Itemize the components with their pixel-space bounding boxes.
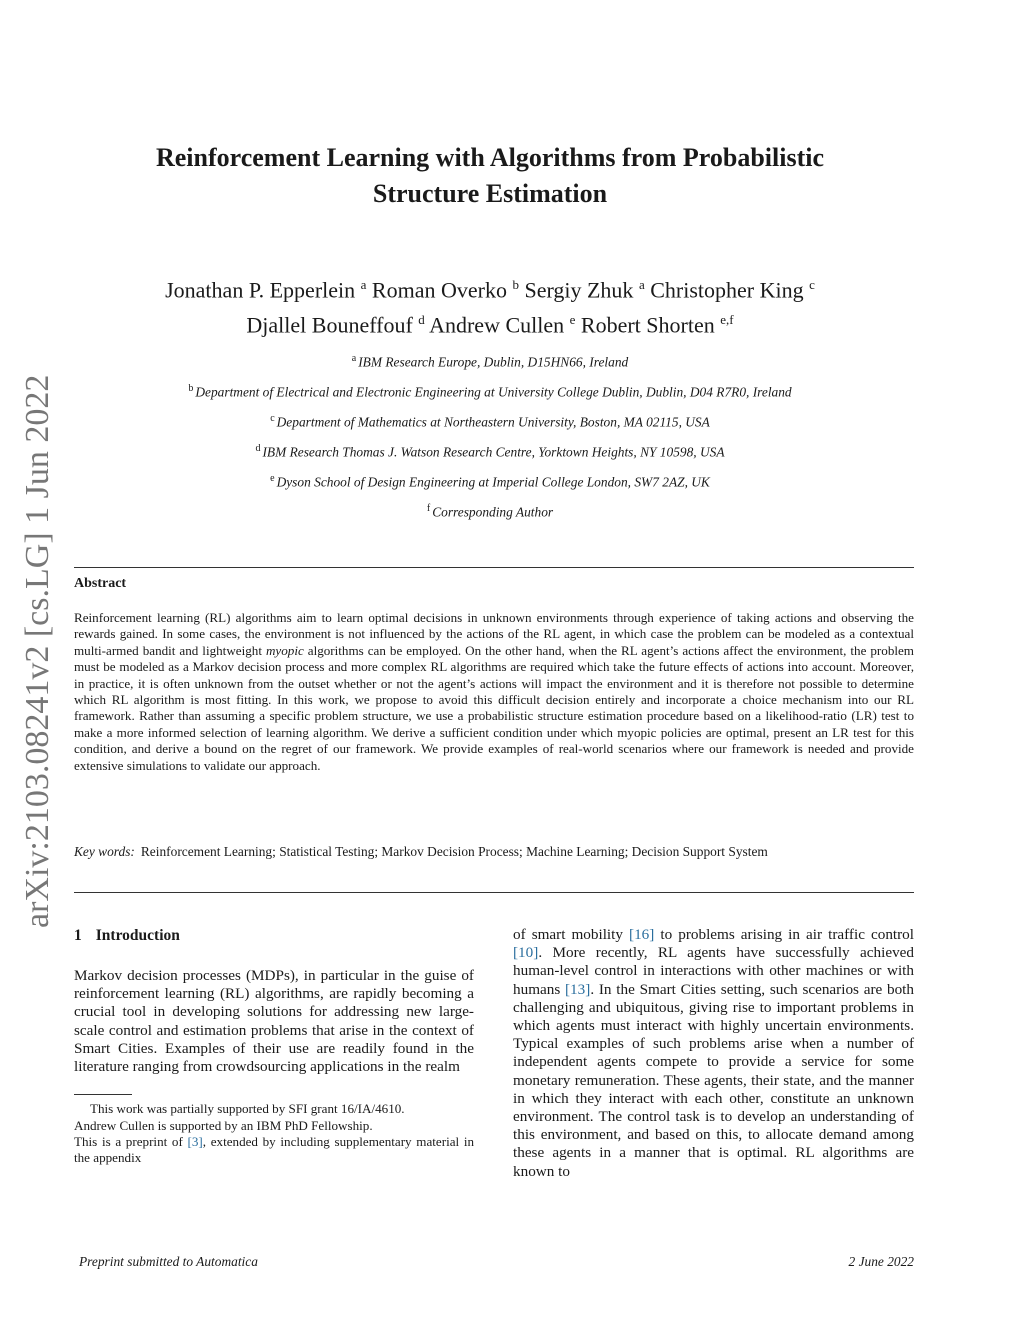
author-affil-mark: b — [512, 277, 519, 292]
author-affil-mark: a — [360, 277, 367, 292]
footnote-preprint-text-2: , extended by including supplementary material in the appendix — [74, 1134, 474, 1166]
arxiv-identifier-text: arXiv:2103.08241v2 [cs.LG] 1 Jun 2022 — [19, 374, 56, 928]
citation-link[interactable]: [13] — [565, 980, 591, 998]
intro-text: . More recently, RL agents have successfully achieved human-level control in interactions with other machines or with humans — [513, 944, 914, 998]
footer-submission-note: Preprint submitted to Automatica — [79, 1254, 258, 1269]
intro-text: to problems arising in air traffic control — [654, 926, 914, 943]
abstract-bottom-rule — [74, 892, 914, 893]
affiliation-mark: b — [188, 383, 194, 394]
paper-title — [60, 140, 920, 212]
keywords — [74, 843, 914, 860]
affiliation-mark: a — [351, 353, 357, 364]
author-name: Christopher King — [650, 277, 804, 303]
abstract-italic-term: myopic — [265, 642, 304, 658]
citation-link[interactable]: [16] — [629, 926, 655, 943]
author-affil-mark: e — [569, 312, 576, 328]
author-name: Jonathan P. Epperlein — [165, 277, 356, 303]
affiliation-item — [60, 498, 920, 528]
footnotes — [74, 1101, 474, 1167]
footnote-preprint — [74, 1134, 474, 1167]
citation-link[interactable]: [10] — [513, 944, 539, 962]
intro-text: of smart mobility — [513, 926, 630, 943]
footnote-fellowship: Andrew Cullen is supported by an IBM PhD Fellowship. — [74, 1117, 373, 1133]
author-name: Robert Shorten — [580, 312, 715, 338]
abstract-text-part-1: Reinforcement learning (RL) algorithms aim to learn optimal decisions in unknown environments through experience of taking actions and observing the rewards gained. In some cases, the environment is not influenced by the actions of the RL agent, in which case the problem can be modeled as a contextual multi-armed bandit and lightweight — [74, 610, 914, 658]
affiliation-item — [60, 408, 920, 438]
abstract-body — [74, 610, 914, 774]
abstract-heading: Abstract — [74, 576, 127, 591]
affiliation-item — [60, 438, 920, 468]
right-column — [513, 926, 914, 1181]
author-list — [60, 270, 920, 341]
keywords-label: Key words: — [74, 844, 135, 859]
section-title: Introduction — [95, 927, 180, 944]
author-line-2 — [60, 305, 920, 340]
author-name: Sergiy Zhuk — [524, 277, 634, 303]
keywords-text: Reinforcement Learning; Statistical Testing; Markov Decision Process; Machine Learning; Decision Support System — [140, 844, 768, 859]
intro-text: . In the Smart Cities setting, such scenarios are both challenging and ubiquitous, giving rise to important problems in which agents must interact with highly uncertain environments. Typical examples of such problems arise when a number of independent agents compete to provide a service for some monetary remuneration. These agents, their state, and the manner in which they interact with each other, constitute an unknown environment. The control task is to develop an understanding of this environment, and based on this, to allocate demand among these agents in a manner that is optimal. RL algorithms are known to — [513, 980, 914, 1180]
intro-paragraph-right — [513, 926, 914, 1181]
author-name: Djallel Bouneffouf — [246, 312, 413, 338]
author-affil-mark: d — [418, 312, 425, 328]
intro-paragraph-left: Markov decision processes (MDPs), in particular in the guise of reinforcement learning (RL) algorithms, are rapidly becoming a crucial tool in developing solutions for addressing new large-scale control and estimation problems that arise in the context of Smart Cities. Examples of their use are readily found in the literature ranging from crowdsourcing applications in the realm — [74, 967, 474, 1076]
affiliation-text: Dyson School of Design Engineering at Imperial College London, SW7 2AZ, UK — [276, 474, 710, 490]
section-number: 1 — [74, 927, 82, 944]
author-affil-mark: e,f — [720, 312, 734, 328]
citation-link[interactable]: [3] — [187, 1134, 203, 1150]
section-heading — [74, 927, 474, 945]
affiliation-text: Corresponding Author — [432, 504, 554, 520]
affiliation-text: Department of Electrical and Electronic Engineering at University College Dublin, Dublin, D04 R7R0, Ireland — [195, 384, 792, 400]
affiliation-text: IBM Research Thomas J. Watson Research Centre, Yorktown Heights, NY 10598, USA — [262, 444, 725, 460]
paper-title-line-1: Reinforcement Learning with Algorithms from Probabilistic — [155, 143, 824, 172]
affiliation-mark: f — [426, 503, 431, 514]
author-line-1 — [60, 270, 920, 305]
footnote-funding: This work was partially supported by SFI grant 16/IA/4610. — [90, 1101, 405, 1117]
footnote-rule — [74, 1094, 132, 1095]
abstract-top-rule — [74, 567, 914, 568]
affiliation-mark: d — [255, 443, 261, 454]
affiliation-mark: c — [270, 413, 275, 424]
author-name: Andrew Cullen — [429, 312, 565, 338]
affiliation-text: IBM Research Europe, Dublin, D15HN66, Ireland — [358, 354, 629, 370]
footnote-preprint-text-1: This is a preprint of — [74, 1134, 188, 1150]
paper-title-line-2: Structure Estimation — [372, 179, 608, 208]
author-name: Roman Overko — [371, 277, 507, 303]
affiliation-text: Department of Mathematics at Northeastern University, Boston, MA 02115, USA — [276, 414, 710, 430]
author-affil-mark: a — [638, 277, 645, 292]
affiliation-mark: e — [270, 473, 275, 484]
footer-date: 2 June 2022 — [848, 1254, 914, 1269]
abstract-text-part-2: algorithms can be employed. On the other hand, when the RL agent’s actions affect the environment, the problem must be modeled as a Markov decision process and more complex RL algorithms are required which take the future effects of actions into account. Moreover, in practice, it is often unknown from the outset whether or not the agent’s actions will impact the environment and it is therefore not possible to determine which RL algorithm is most fitting. In this work, we propose to avoid this difficult decision entirely and incorporate a choice mechanism into our RL framework. Rather than assuming a specific problem structure, we use a probabilistic structure estimation procedure based on a likelihood-ratio (LR) test to make a more informed selection of learning algorithm. We derive a sufficient condition under which myopic policies are optimal, present an LR test for this condition, and derive a bound on the regret of our framework. We provide examples of real-world scenarios where our framework is needed and provide extensive simulations to validate our approach. — [74, 642, 914, 773]
left-column — [74, 925, 474, 1167]
author-affil-mark: c — [809, 277, 815, 292]
affiliation-item — [60, 348, 920, 378]
affiliation-item — [60, 468, 920, 498]
affiliation-list — [60, 348, 920, 528]
affiliation-item — [60, 378, 920, 408]
